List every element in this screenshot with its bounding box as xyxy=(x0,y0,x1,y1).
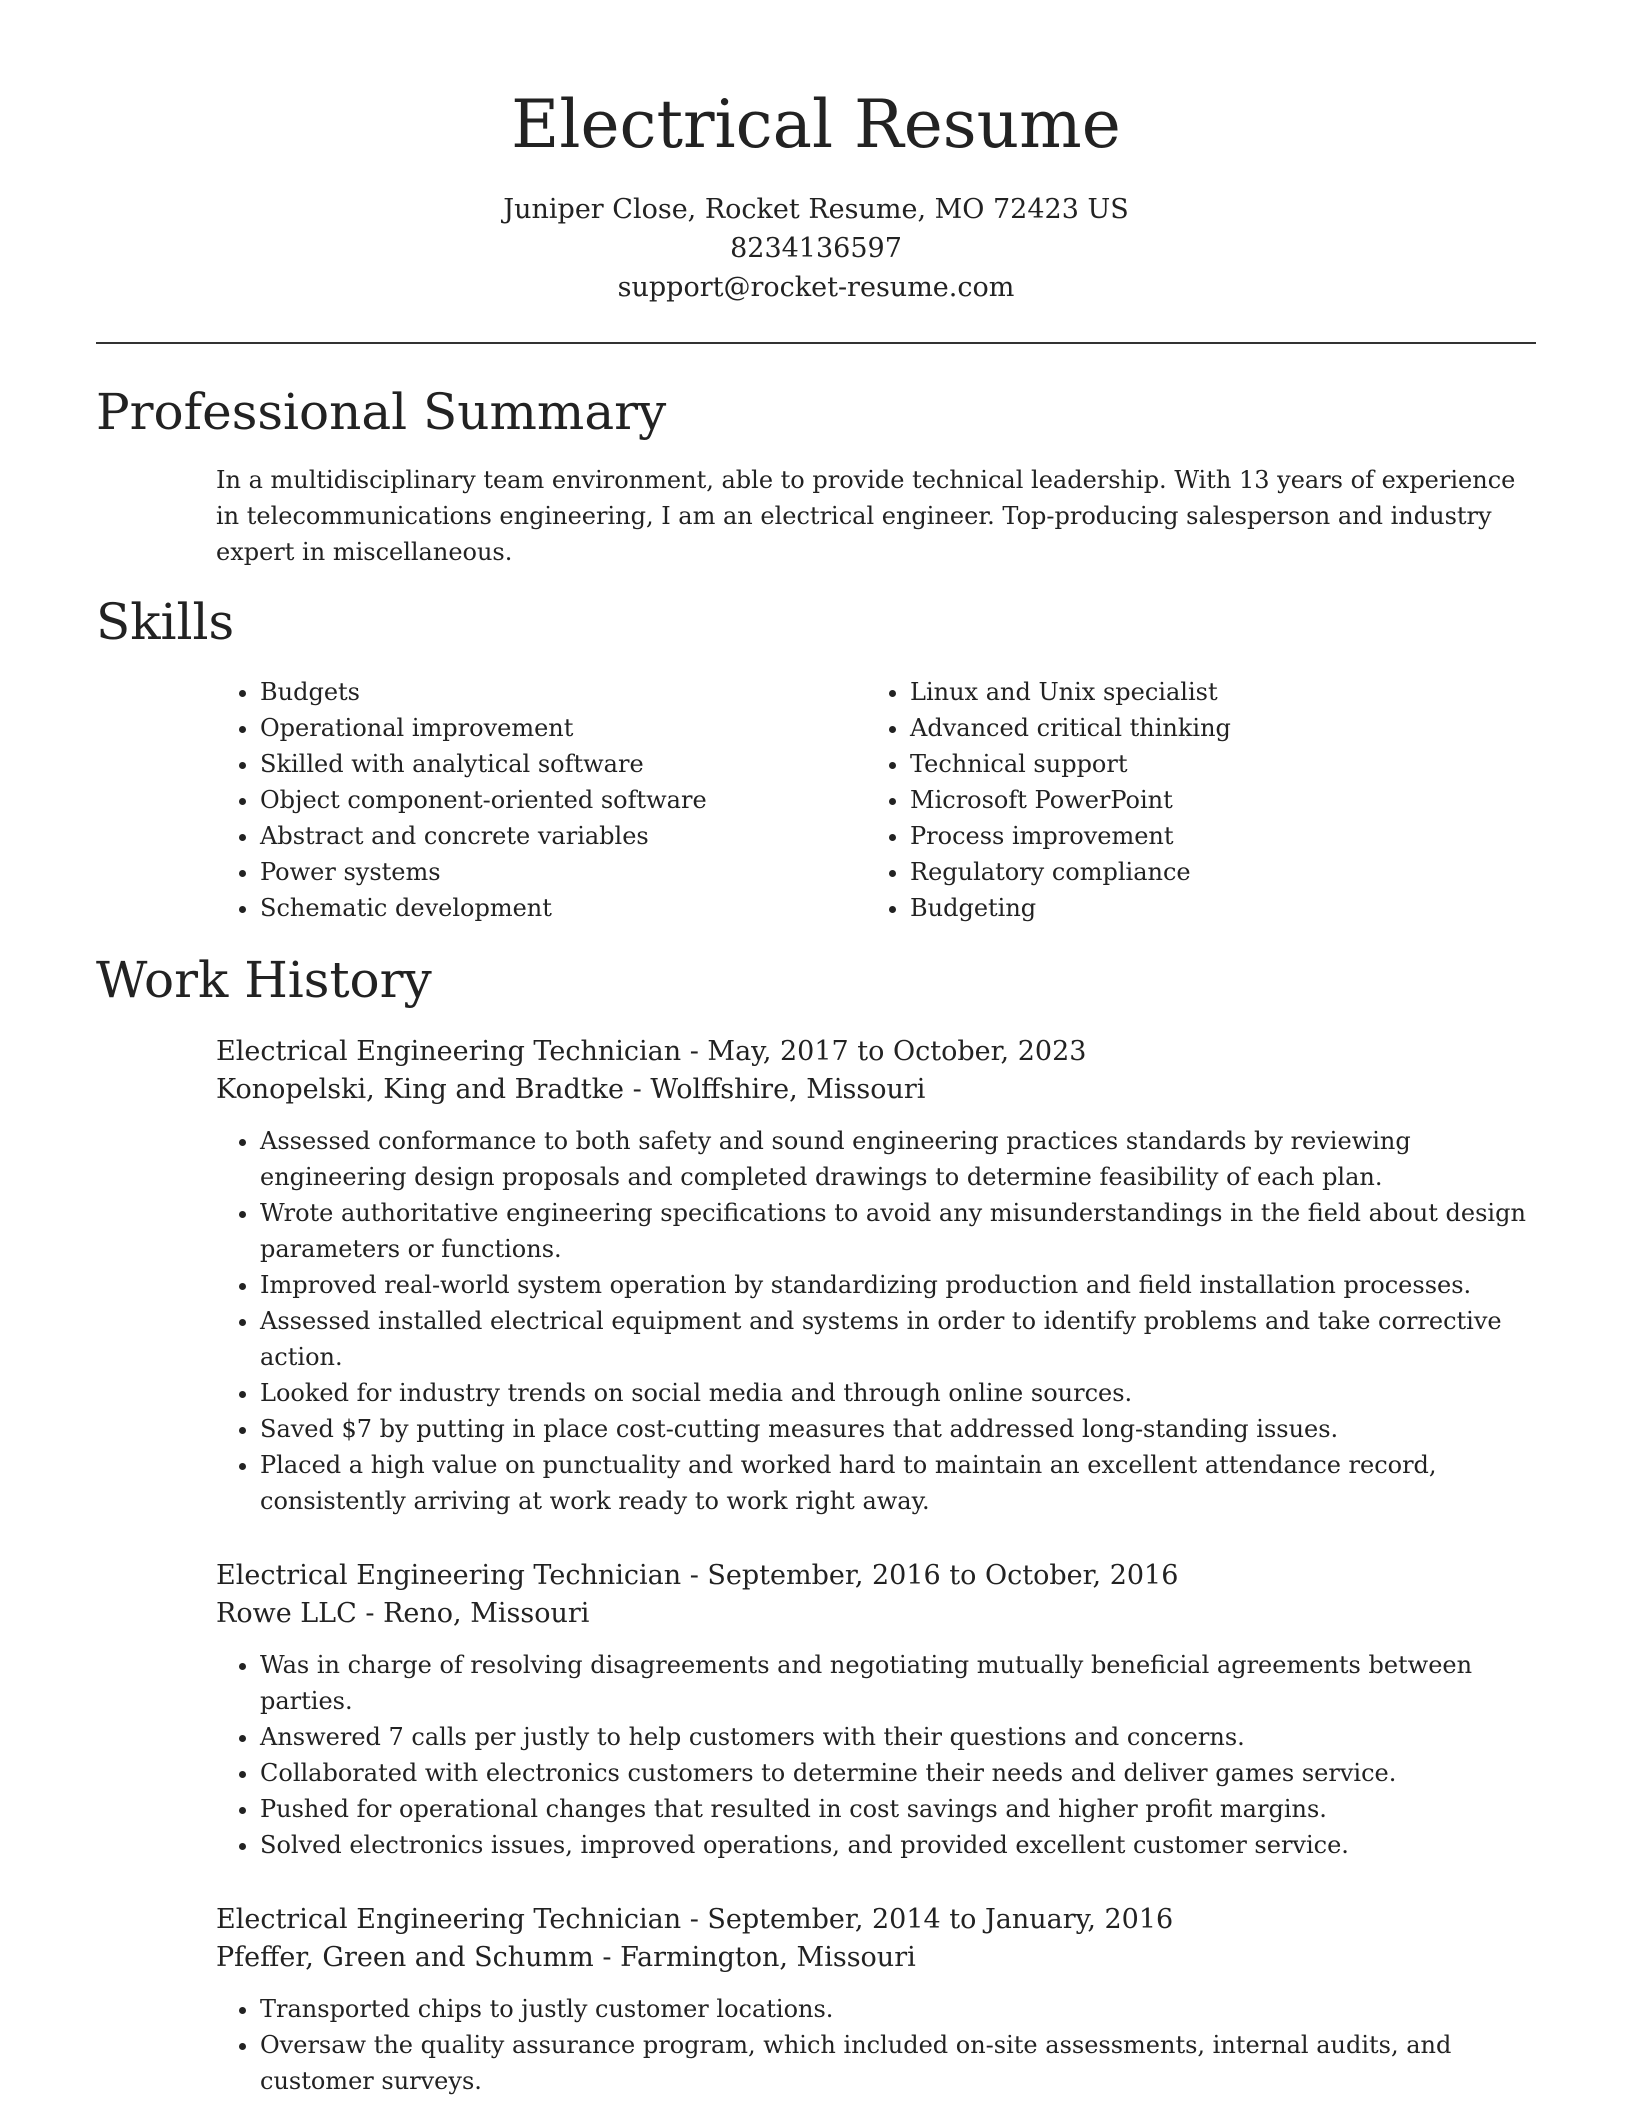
job-role: Electrical Engineering Technician xyxy=(216,1036,682,1067)
job-bullet: • Solved electronics issues, improved operations, and provided excellent customer service. xyxy=(260,1827,1536,1863)
job-bullet: • Collaborated with electronics customers to determine their needs and deliver games service. xyxy=(260,1755,1536,1791)
job-separator: - xyxy=(632,1074,651,1105)
job-separator: - xyxy=(602,1942,621,1973)
contact-email: support@rocket-resume.com xyxy=(617,272,1015,303)
skill-item: • Technical support xyxy=(910,746,1516,782)
skill-item: • Object component-oriented software xyxy=(260,782,866,818)
skill-item: • Abstract and concrete variables xyxy=(260,818,866,854)
skills-column-right xyxy=(866,674,1516,926)
contact-address: Juniper Close, Rocket Resume, MO 72423 US xyxy=(503,194,1129,225)
job-title-line xyxy=(216,1033,1536,1071)
job-company-line xyxy=(216,1939,1536,1977)
job-company: Rowe LLC xyxy=(216,1598,357,1629)
job-location: Wolffshire, Missouri xyxy=(650,1074,926,1105)
resume-name: Electrical Resume xyxy=(511,86,1121,163)
job-entry xyxy=(216,1901,1536,2099)
job-bullet: • Looked for industry trends on social media and through online sources. xyxy=(260,1375,1536,1411)
skills-heading: Skills xyxy=(96,593,235,651)
job-title-line xyxy=(216,1901,1536,1939)
job-dates: September, 2016 to October, 2016 xyxy=(707,1560,1179,1591)
job-bullet: • Assessed conformance to both safety and sound engineering practices standards by reviewing engineering design proposals and completed drawings to determine feasibility of each plan. xyxy=(260,1123,1536,1195)
job-bullets xyxy=(216,1123,1536,1519)
skill-item: • Microsoft PowerPoint xyxy=(910,782,1516,818)
job-location: Farmington, Missouri xyxy=(620,1942,916,1973)
contact-phone: 8234136597 xyxy=(730,233,902,264)
job-bullet: • Answered 7 calls per justly to help customers with their questions and concerns. xyxy=(260,1719,1536,1755)
job-dates: September, 2014 to January, 2016 xyxy=(707,1904,1174,1935)
job-company: Pfeffer, Green and Schumm xyxy=(216,1942,594,1973)
skills-list xyxy=(216,674,1536,926)
work-history-heading: Work History xyxy=(96,951,432,1009)
summary-heading: Professional Summary xyxy=(96,383,667,441)
skill-item: • Skilled with analytical software xyxy=(260,746,866,782)
skill-item: • Budgets xyxy=(260,674,866,710)
skill-item: • Power systems xyxy=(260,854,866,890)
skill-item: • Advanced critical thinking xyxy=(910,710,1516,746)
skills-column-left xyxy=(216,674,866,926)
job-separator: - xyxy=(689,1036,708,1067)
job-bullet: • Pushed for operational changes that resulted in cost savings and higher profit margins. xyxy=(260,1791,1536,1827)
job-bullet: • Assessed installed electrical equipment and systems in order to identify problems and take corrective action. xyxy=(260,1303,1536,1375)
job-entry xyxy=(216,1557,1536,1863)
skill-item: • Budgeting xyxy=(910,890,1516,926)
contact-block xyxy=(0,190,1632,307)
skill-item: • Linux and Unix specialist xyxy=(910,674,1516,710)
job-bullet: • Improved real-world system operation by standardizing production and field installation processes. xyxy=(260,1267,1536,1303)
job-title-line xyxy=(216,1557,1536,1595)
header-divider xyxy=(96,342,1536,344)
job-separator: - xyxy=(689,1560,708,1591)
job-role: Electrical Engineering Technician xyxy=(216,1904,682,1935)
job-bullet: • Wrote authoritative engineering specifications to avoid any misunderstandings in the field about design parameters or functions. xyxy=(260,1195,1536,1267)
job-bullet: • Placed a high value on punctuality and worked hard to maintain an excellent attendance record, consistently arriving at work ready to work right away. xyxy=(260,1447,1536,1519)
skill-item: • Process improvement xyxy=(910,818,1516,854)
skill-item: • Operational improvement xyxy=(260,710,866,746)
job-separator: - xyxy=(689,1904,708,1935)
summary-text: In a multidisciplinary team environment, able to provide technical leadership. With 13 years of experience in telecommunications engineering, I am an electrical engineer. Top-producing salesperson and industry expert in miscellaneous. xyxy=(216,466,1516,566)
job-role: Electrical Engineering Technician xyxy=(216,1560,682,1591)
skill-item: • Schematic development xyxy=(260,890,866,926)
job-bullet: • Oversaw the quality assurance program, which included on-site assessments, internal audits, and customer surveys. xyxy=(260,2027,1536,2099)
job-dates: May, 2017 to October, 2023 xyxy=(707,1036,1087,1067)
job-entry xyxy=(216,1033,1536,1519)
job-company-line xyxy=(216,1595,1536,1633)
job-bullets xyxy=(216,1647,1536,1863)
skill-item: • Regulatory compliance xyxy=(910,854,1516,890)
job-location: Reno, Missouri xyxy=(383,1598,590,1629)
job-bullet: • Saved $7 by putting in place cost-cutting measures that addressed long-standing issues. xyxy=(260,1411,1536,1447)
job-bullet: • Was in charge of resolving disagreements and negotiating mutually beneficial agreements between parties. xyxy=(260,1647,1536,1719)
job-bullet: • Transported chips to justly customer locations. xyxy=(260,1991,1536,2027)
job-company: Konopelski, King and Bradtke xyxy=(216,1074,624,1105)
job-company-line xyxy=(216,1071,1536,1109)
job-bullets xyxy=(216,1991,1536,2099)
job-separator: - xyxy=(365,1598,384,1629)
